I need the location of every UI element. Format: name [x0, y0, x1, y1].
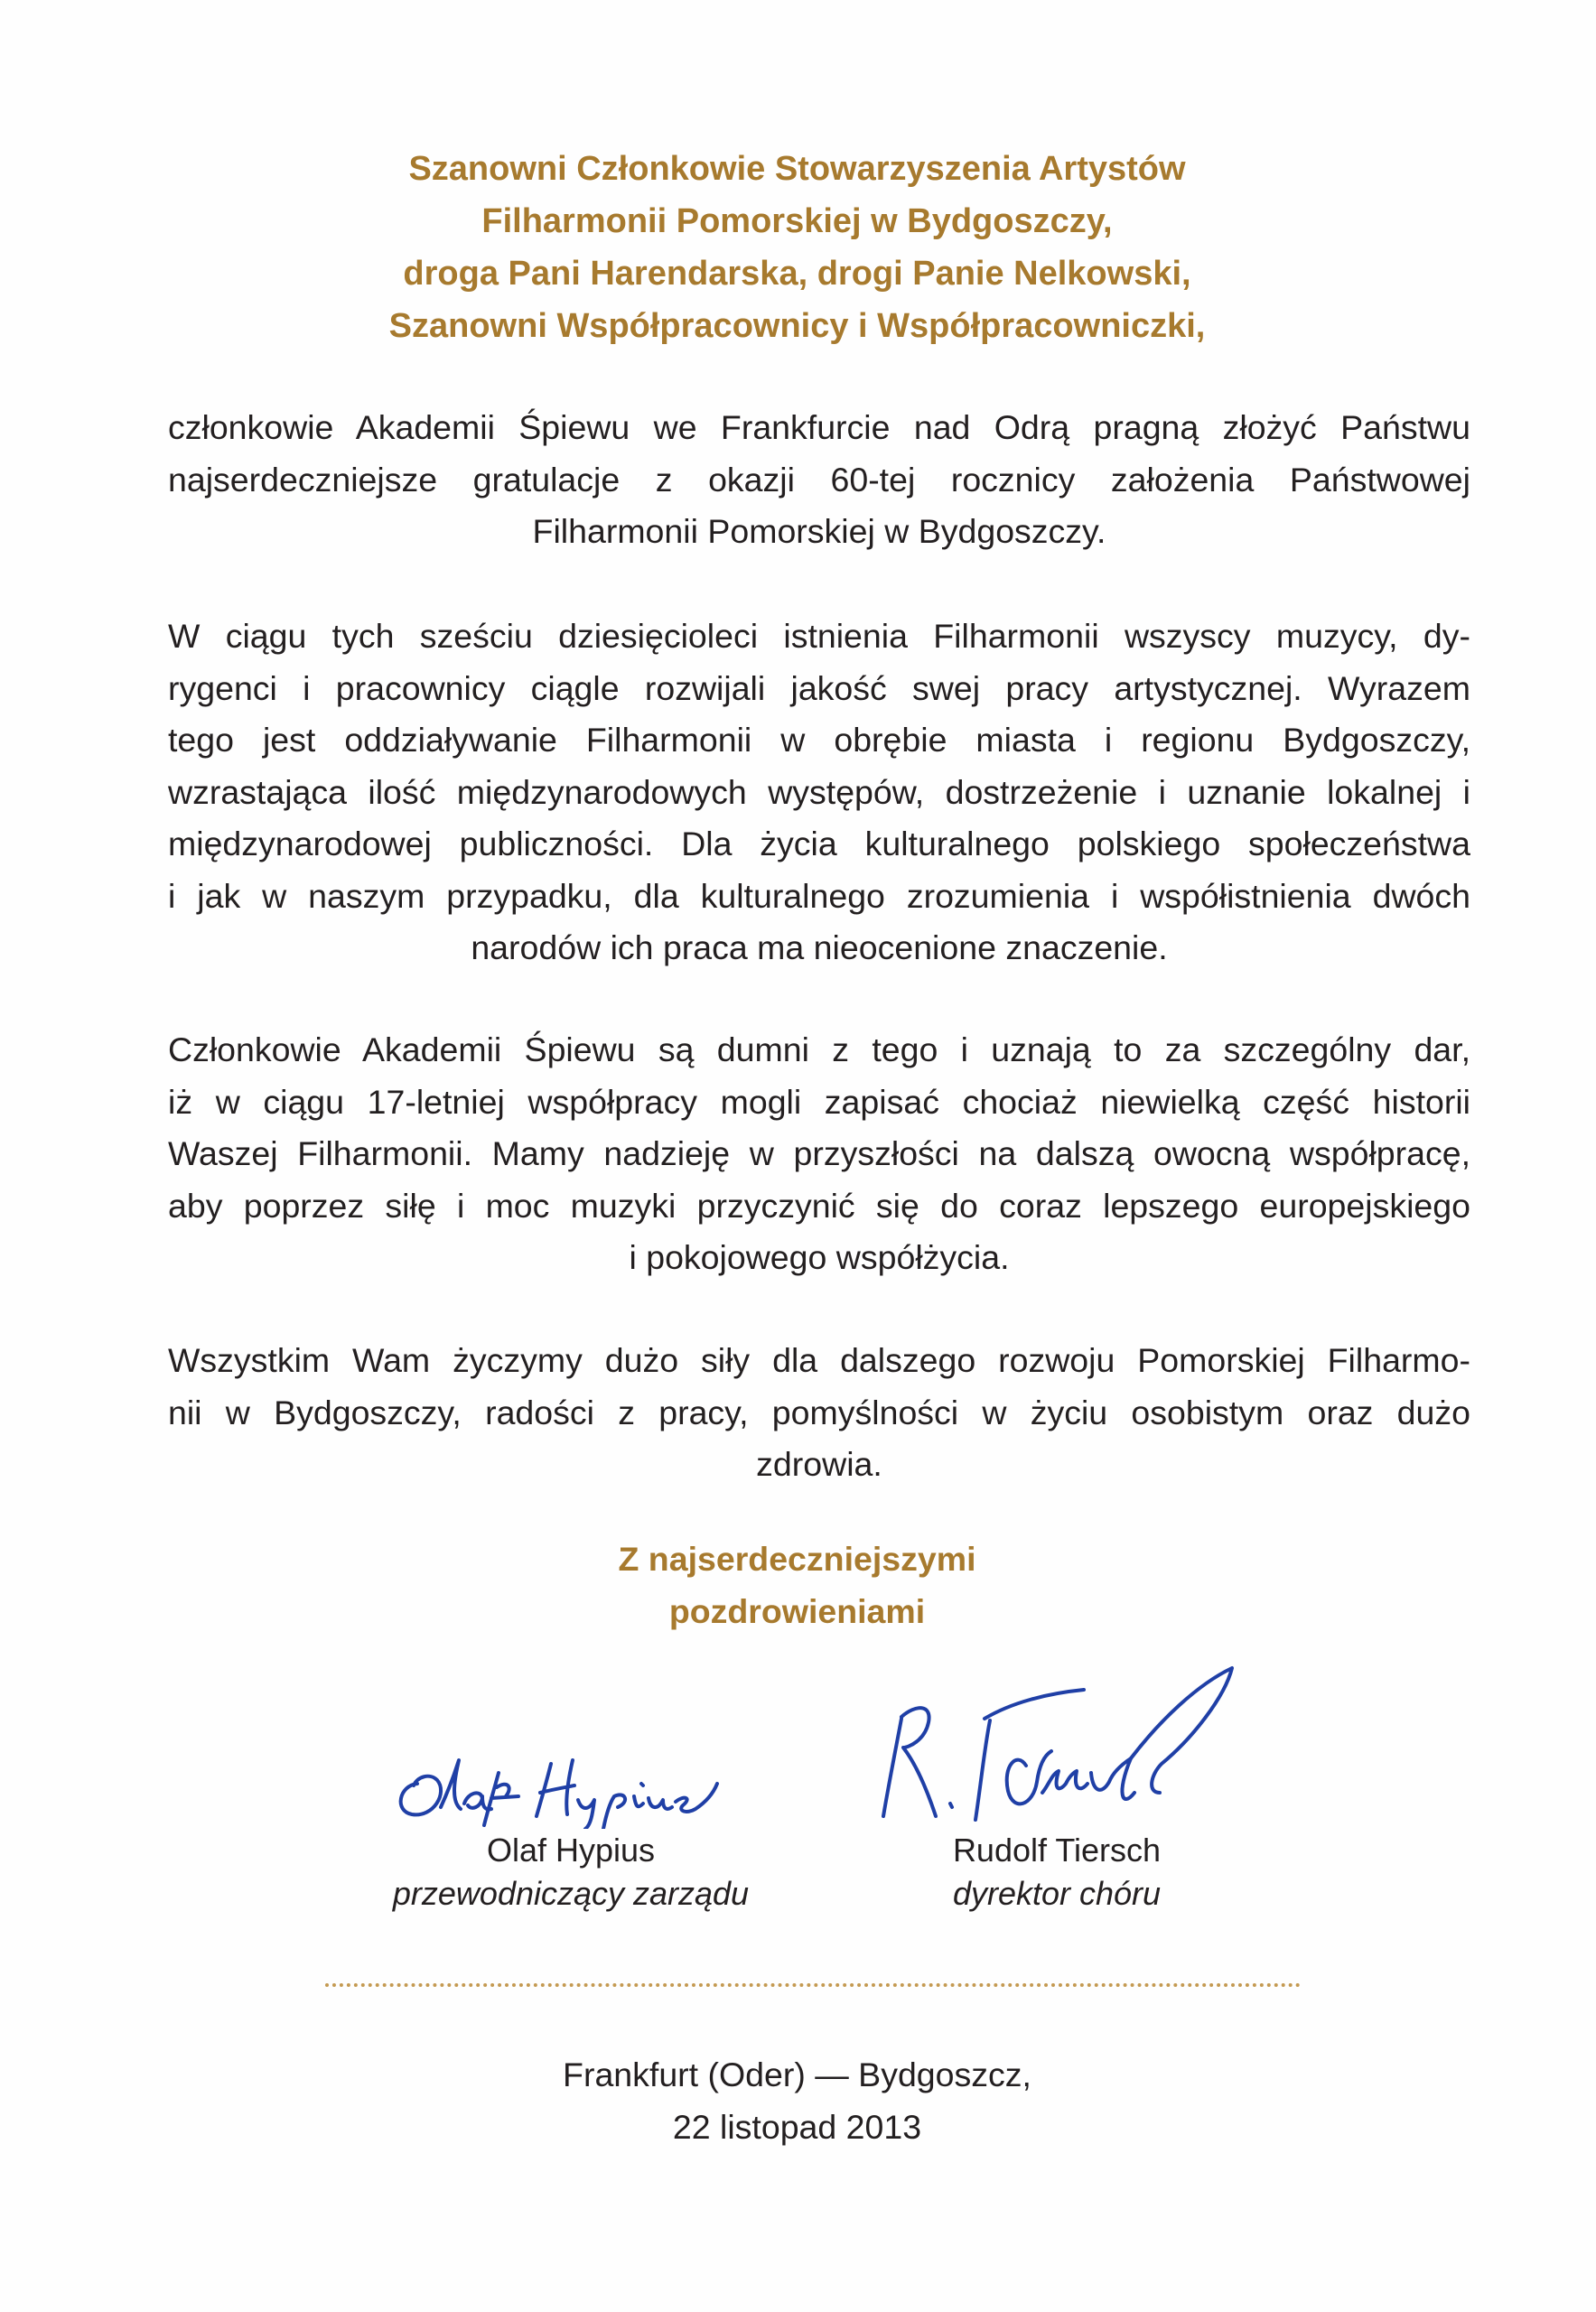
closing-line: Z najserdeczniejszymi — [618, 1540, 976, 1578]
body-paragraph-4 — [168, 1335, 1470, 1491]
signatory-name: Rudolf Tiersch — [952, 1832, 1162, 1869]
greeting-line: Szanowni Współpracownicy i Współpracowniczki, — [388, 307, 1206, 345]
closing-salutation — [163, 1533, 1432, 1637]
paragraph-line: Wszystkim Wam życzymy dużo siły dla dalszego rozwoju Pomorskiej Filharmo- — [168, 1341, 1470, 1379]
paragraph-line: najserdeczniejsze gratulacje z okazji 60-tej rocznicy założenia Państwowej — [168, 460, 1470, 499]
paragraph-line: iż w ciągu 17-letniej współpracy mogli zapisać chociaż niewielką część historii — [168, 1082, 1470, 1121]
place: Frankfurt (Oder) — Bydgoszcz, — [563, 2056, 1031, 2093]
divider — [325, 1983, 1301, 1987]
body-paragraph-1 — [168, 402, 1470, 558]
paragraph-line: członkowie Akademii Śpiewu we Frankfurcie nad Odrą pragną złożyć Państwu — [168, 408, 1470, 446]
paragraph-line: aby poprzez siłę i moc muzyki przyczynić się do coraz lepszego europejskiego — [168, 1186, 1470, 1225]
paragraph-line: zdrowia. — [756, 1445, 882, 1483]
handwritten-signature-tiersch — [849, 1657, 1265, 1829]
signatory-right — [804, 1657, 1310, 1916]
paragraph-line: narodów ich praca ma nieocenione znaczenie. — [471, 928, 1168, 966]
paragraph-line: międzynarodowej publiczności. Dla życia kulturalnego polskiego społeczeństwa — [168, 825, 1470, 862]
paragraph-line: W ciągu tych sześciu dziesięcioleci istnienia Filharmonii wszyscy muzycy, dy- — [168, 617, 1470, 655]
greeting-line: droga Pani Harendarska, drogi Panie Nelkowski, — [403, 255, 1191, 293]
handwritten-signature-hypius — [381, 1720, 761, 1829]
greeting-line: Filharmonii Pomorskiej w Bydgoszczy, — [481, 202, 1113, 240]
paragraph-line: i jak w naszym przypadku, dla kulturalnego zrozumienia i współistnienia dwóch — [168, 876, 1470, 915]
date: 22 listopad 2013 — [672, 2108, 922, 2146]
body-paragraph-3 — [168, 1024, 1470, 1284]
paragraph-line: i pokojowego współżycia. — [629, 1238, 1010, 1276]
greeting-line: Szanowni Członkowie Stowarzyszenia Artystów — [408, 150, 1186, 188]
place-and-date — [163, 2048, 1432, 2153]
paragraph-line: wzrastająca ilość międzynarodowych występów, dostrzeżenie i uznanie lokalnej i — [168, 772, 1470, 811]
letter-greeting — [163, 143, 1432, 352]
paragraph-line: nii w Bydgoszczy, radości z pracy, pomyślności w życiu osobistym oraz dużo — [168, 1393, 1470, 1431]
signatory-role: przewodniczący zarządu — [392, 1875, 750, 1912]
paragraph-line: Członkowie Akademii Śpiewu są dumni z tego i uznają to za szczególny dar, — [168, 1030, 1470, 1068]
closing-line: pozdrowieniami — [668, 1592, 926, 1630]
paragraph-line: tego jest oddziaływanie Filharmonii w obrębie miasta i regionu Bydgoszczy, — [168, 721, 1470, 759]
paragraph-line: Filharmonii Pomorskiej w Bydgoszczy. — [532, 512, 1106, 550]
body-paragraph-2 — [168, 611, 1470, 974]
paragraph-line: rygenci i pracownicy ciągle rozwijali jakość swej pracy artystycznej. Wyrazem — [168, 668, 1470, 707]
paragraph-line: Waszej Filharmonii. Mamy nadzieję w przyszłości na dalszą owocną współpracę, — [168, 1134, 1470, 1172]
signatory-left — [318, 1720, 824, 1916]
signatory-name: Olaf Hypius — [486, 1832, 656, 1869]
signatory-role: dyrektor chóru — [952, 1875, 1162, 1912]
